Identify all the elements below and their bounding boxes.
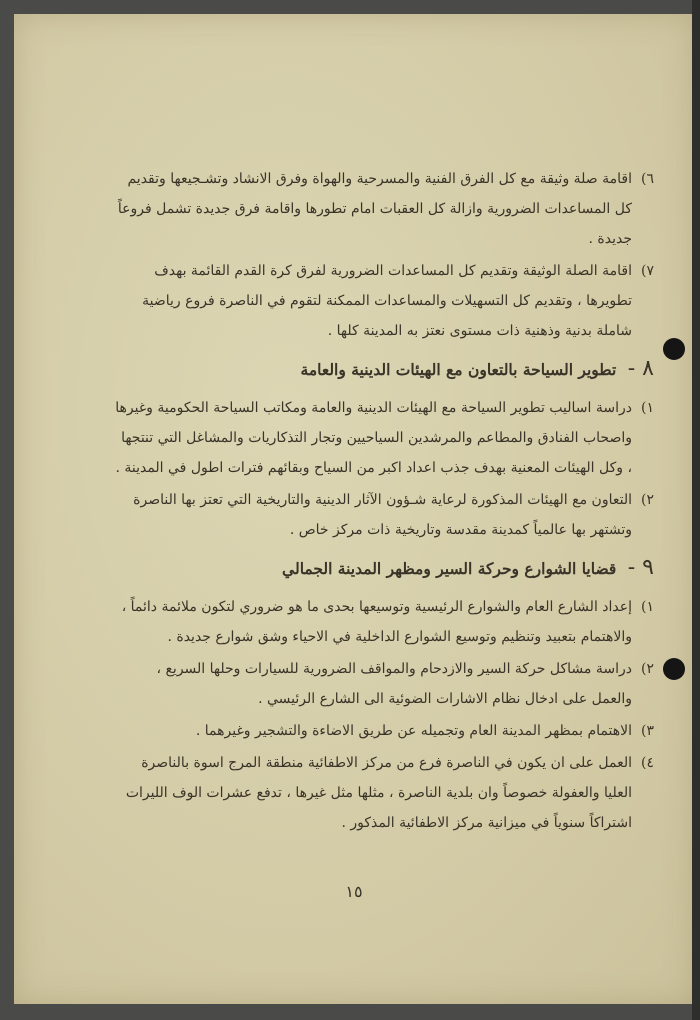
item-number: ٢) <box>641 492 654 508</box>
section-9-item-3 <box>114 716 654 746</box>
section-9-item-4 <box>114 748 654 838</box>
section-9-item-1 <box>114 592 654 652</box>
item-7 <box>114 256 654 346</box>
item-6 <box>114 164 654 254</box>
section-9-item-2 <box>114 654 654 714</box>
section-8-item-1 <box>114 393 654 483</box>
item-text: اقامة صلة وثيقة مع كل الفرق الفنية والمسرحية والهواة وفرق الانشاد وتشـجيعها وتقديم كل المساعدات الضرورية وازالة كل العقبات امام تطورها واقامة فرق جديدة تشمل فروعاً جديدة . <box>117 171 632 247</box>
section-number: ٩ - <box>627 555 654 580</box>
item-number: ٢) <box>641 661 654 677</box>
page-number: ١٥ <box>345 882 363 901</box>
item-text: العمل على ان يكون في الناصرة فرع من مركز الاطفائية منطقة المرج اسوة بالناصرة العليا والعفولة خصوصاً وان بلدية الناصرة ، مثلها مثل غيرها ، تدفع عشرات الوف الليرات اشتراكاً سنوياً في ميزانية مركز الاطفائية المذكور . <box>125 755 632 831</box>
section-number: ٨ - <box>627 356 654 381</box>
item-number: ٤) <box>641 755 654 771</box>
document-page <box>14 14 694 1004</box>
item-number: ١) <box>641 400 654 416</box>
item-text: التعاون مع الهيئات المذكورة لرعاية شـؤون الآثار الدينية والتاريخية التي تعتز بها الناصرة وتشتهر بها عالمياً كمدينة مقدسة وتاريخية ذات مركز خاص . <box>133 492 632 538</box>
item-number: ٦) <box>641 171 654 187</box>
item-number: ١) <box>641 599 654 615</box>
section-title: قضايا الشوارع وحركة السير ومظهر المدينة الجمالي <box>282 559 617 578</box>
section-8-item-2 <box>114 485 654 545</box>
item-text: دراسة اساليب تطوير السياحة مع الهيئات الدينية والعامة ومكاتب السياحة الحكومية وغيرها واصحاب الفنادق والمطاعم والمرشدين السياحيين وتجار التذكاريات والمشاغل التي تنتجها ، وكل الهيئات المعنية بهدف جذب اعداد اكبر من السياح وبقائهم فترات اطول في المدينة . <box>115 400 632 476</box>
item-text: اقامة الصلة الوثيقة وتقديم كل المساعدات الضرورية لفرق كرة القدم القائمة بهدف تطويرها ، وتقديم كل التسهيلات والمساعدات الممكنة لتقوم في الناصرة فروع رياضية شاملة بدنية وذهنية ذات مستوى نعتز به المدينة كلها . <box>142 263 632 339</box>
section-8-heading <box>114 354 654 385</box>
page-content <box>114 164 654 840</box>
scan-edge <box>692 0 700 1020</box>
item-text: إعداد الشارع العام والشوارع الرئيسية وتوسيعها بحدى ما هو ضروري لتكون ملائمة دائماً ، والاهتمام بتعبيد وتنظيم وتوسيع الشوارع الداخلية في الاحياء وشق شوارع جديدة . <box>121 599 632 645</box>
item-text: دراسة مشاكل حركة السير والازدحام والمواقف الضرورية للسيارات وحلها السريع ، والعمل على ادخال نظام الاشارات الضوئية الى الشارع الرئيسي . <box>156 661 632 707</box>
section-title: تطوير السياحة بالتعاون مع الهيئات الدينية والعامة <box>300 360 617 379</box>
item-number: ٣) <box>641 723 654 739</box>
punch-hole-top <box>663 338 685 360</box>
punch-hole-bottom <box>663 658 685 680</box>
section-9-heading <box>114 553 654 584</box>
item-number: ٧) <box>641 263 654 279</box>
item-text: الاهتمام بمظهر المدينة العام وتجميله عن طريق الاضاءة والتشجير وغيرهما . <box>195 723 632 739</box>
